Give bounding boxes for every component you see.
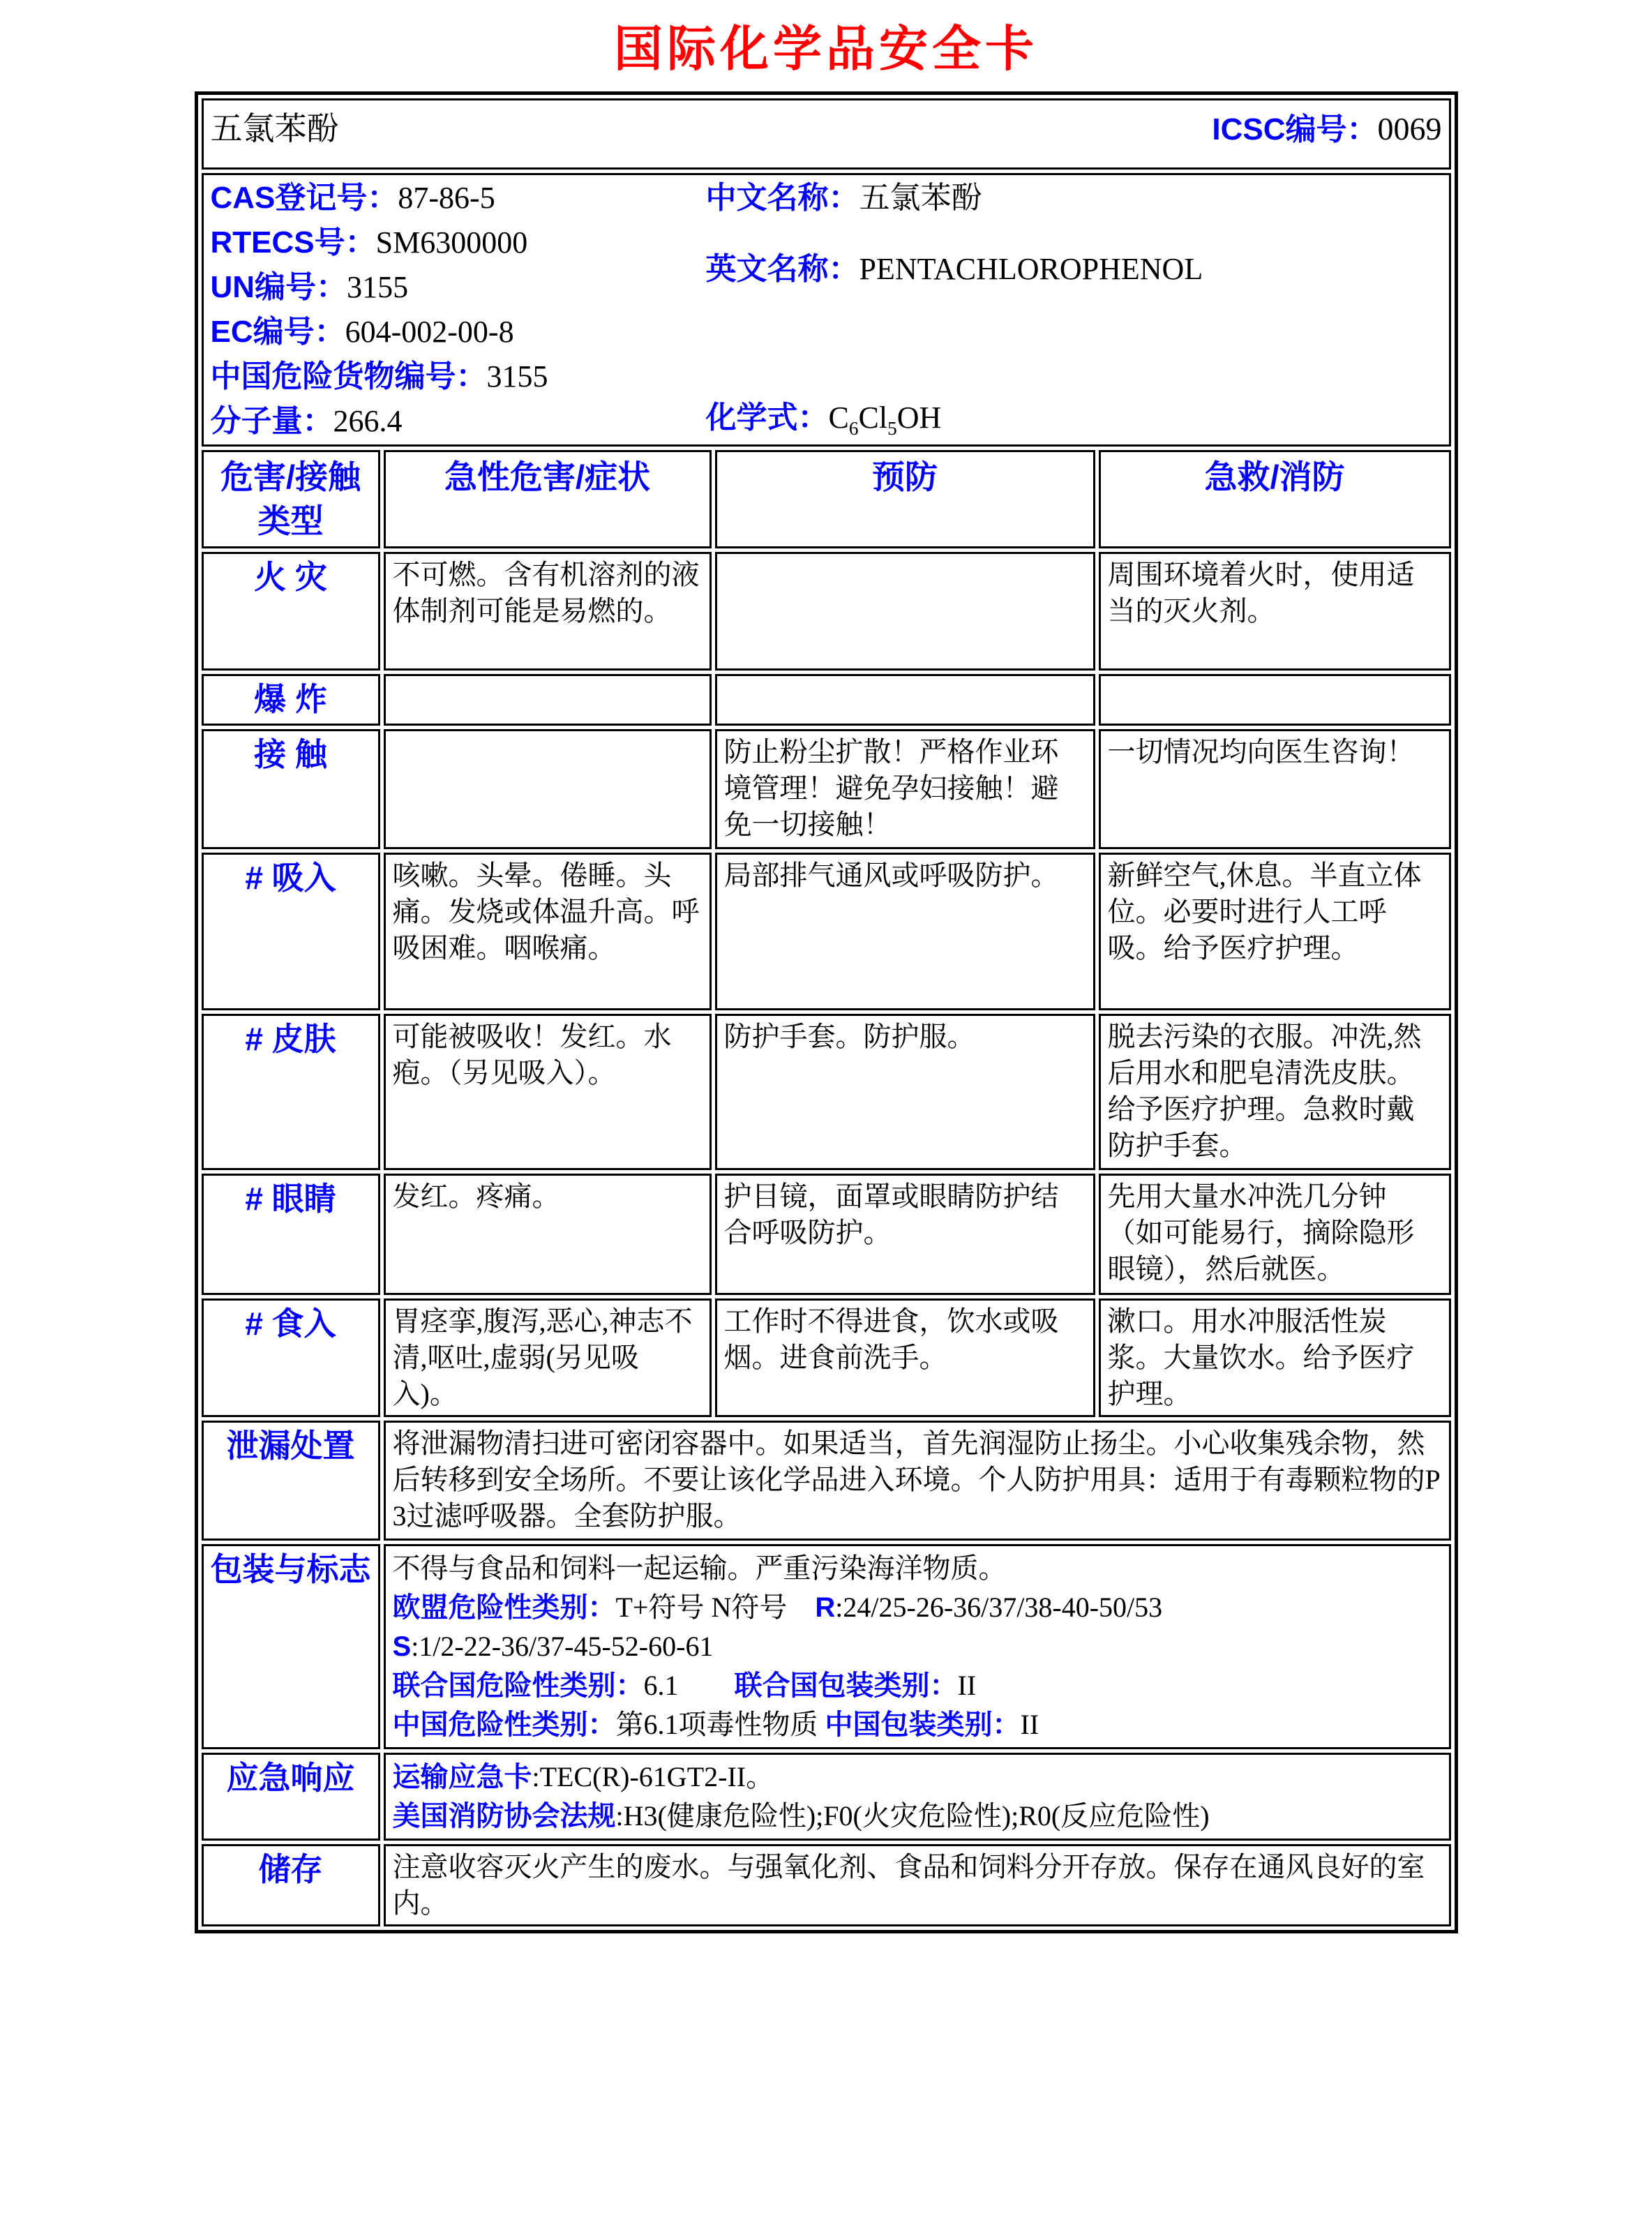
row-explosion (202, 674, 1451, 726)
row-label-packaging-labelling: 包装与标志 (202, 1544, 380, 1749)
header-acute-symptoms: 急性危害/症状 (384, 450, 712, 548)
text-segment: :1/2-22-36/37-45-52-60-61 (411, 1630, 714, 1662)
row-emergency-response (202, 1753, 1451, 1841)
packaging-labelling-cell (384, 1544, 1451, 1749)
text-segment: 欧盟危险性类别： (392, 1592, 616, 1623)
english-name-line: 英文名称：PENTACHLOROPHENOL (705, 252, 1203, 286)
packaging-s-phrases (393, 1627, 1442, 1666)
chemical-formula-line: 化学式：$C_6Cl_5OH$ (705, 400, 942, 440)
skin-symptoms: 可能被吸收！发红。水疱。（另见吸入）。 (384, 1014, 712, 1170)
row-label-ingestion: # 食入 (202, 1298, 380, 1417)
row-label-inhalation: # 吸入 (202, 853, 380, 1010)
row-label-eyes: # 眼睛 (202, 1174, 380, 1295)
text-segment: 中国包装类别： (825, 1709, 1021, 1740)
text-segment: T+符号 N符号 (615, 1591, 816, 1623)
row-eyes (202, 1174, 1451, 1295)
explosion-symptoms (384, 674, 712, 726)
text-segment: 第6.1项毒性物质 (615, 1708, 825, 1740)
spill-disposal-text: 将泄漏物清扫进可密闭容器中。如果适当，首先润湿防止扬尘。小心收集残余物，然后转移到安全场所。不要让该化学品进入环境。个人防护用具：适用于有毒颗粒物的P3过滤呼吸器。全套防护服。 (384, 1421, 1451, 1541)
chemical-formula (828, 400, 942, 440)
ingestion-symptoms: 胃痉挛,腹泻,恶心,神志不清,呕吐,虚弱(另见吸入)。 (384, 1298, 712, 1417)
fire-firstaid: 周围环境着火时，使用适当的灭火剂。 (1099, 552, 1451, 671)
icsc-card-table (195, 91, 1458, 1933)
text-segment: :H3(健康危险性);F0(火灾危险性);R0(反应危险性) (615, 1799, 1210, 1832)
inhalation-symptoms: 咳嗽。头晕。倦睡。头痛。发烧或体温升高。呼吸困难。咽喉痛。 (384, 853, 712, 1010)
exposure-firstaid: 一切情况均向医生咨询！ (1099, 729, 1451, 849)
rtecs-number-line: RTECS号：SM6300000 (210, 225, 528, 260)
exposure-symptoms (384, 729, 712, 849)
text-segment: 联合国危险性类别： (392, 1670, 644, 1701)
chinese-name-line: 中文名称：五氯苯酚 (705, 181, 982, 215)
inhalation-firstaid: 新鲜空气,休息。半直立体位。必要时进行人工呼吸。给予医疗护理。 (1099, 853, 1451, 1010)
icsc-number-value: 0069 (1377, 111, 1442, 147)
text-segment: 联合国包装类别： (734, 1670, 958, 1701)
cas-number-line: CAS登记号：87-86-5 (210, 181, 495, 215)
row-label-skin: # 皮肤 (202, 1014, 380, 1170)
eyes-prevention: 护目镜，面罩或眼睛防护结合呼吸防护。 (715, 1174, 1095, 1295)
eyes-firstaid: 先用大量水冲洗几分钟（如可能易行，摘除隐形眼镜），然后就医。 (1099, 1174, 1451, 1295)
name-row (202, 98, 1451, 170)
row-spill-disposal (202, 1421, 1451, 1541)
row-inhalation (202, 853, 1451, 1010)
registry-right-column (706, 178, 1442, 442)
fire-prevention (715, 552, 1095, 671)
row-label-storage: 储存 (202, 1844, 380, 1926)
text-segment: C (828, 400, 849, 435)
page-title: 国际化学品安全卡 (614, 22, 1038, 76)
row-ingestion (202, 1298, 1451, 1417)
header-firstaid-firefighting: 急救/消防 (1099, 450, 1451, 548)
text-segment: 6 (848, 418, 859, 440)
text-segment: :24/25-26-36/37/38-40-50/53 (835, 1591, 1163, 1623)
fire-symptoms: 不可燃。含有机溶剂的液体制剂可能是易燃的。 (384, 552, 712, 671)
header-hazard-type: 危害/接触类型 (202, 450, 380, 548)
inhalation-prevention: 局部排气通风或呼吸防护。 (715, 853, 1095, 1010)
row-skin (202, 1014, 1451, 1170)
text-segment: 6.1 (643, 1669, 735, 1701)
packaging-transport-note (393, 1549, 1442, 1588)
text-segment: 美国消防协会法规 (392, 1800, 616, 1832)
text-segment: 不得与食品和饲料一起运输。严重污染海洋物质。 (392, 1552, 1007, 1584)
skin-firstaid: 脱去污染的衣服。冲洗,然后用水和肥皂清洗皮肤。给予医疗护理。急救时戴防护手套。 (1099, 1014, 1451, 1170)
row-label-exposure: 接 触 (202, 729, 380, 849)
registry-left-column (211, 178, 706, 442)
storage-text: 注意收容灭火产生的废水。与强氧化剂、食品和饲料分开存放。保存在通风良好的室内。 (384, 1844, 1451, 1926)
emergency-response-cell (384, 1753, 1451, 1841)
text-segment: II (957, 1669, 977, 1701)
text-segment: :TEC(R)-61GT2-II。 (532, 1760, 774, 1792)
exposure-prevention: 防止粉尘扩散！严格作业环境管理！避免孕妇接触！避免一切接触！ (715, 729, 1095, 849)
registry-row (202, 173, 1451, 447)
header-prevention: 预防 (715, 450, 1095, 548)
text-segment: R (815, 1592, 836, 1623)
text-segment: Cl (858, 400, 888, 435)
hazard-header-row (202, 450, 1451, 548)
ingestion-firstaid: 漱口。用水冲服活性炭浆。大量饮水。给予医疗护理。 (1099, 1298, 1451, 1417)
row-packaging-labelling (202, 1544, 1451, 1749)
china-dg-number-line: 中国危险货物编号：3155 (210, 359, 548, 394)
registry-cell (202, 173, 1451, 447)
emergency-transport-card (393, 1758, 1442, 1797)
molecular-weight-line: 分子量：266.4 (210, 404, 403, 438)
text-segment: OH (896, 400, 942, 435)
name-cell (202, 98, 1451, 170)
un-number-line: UN编号：3155 (210, 270, 409, 304)
icsc-document (0, 10, 1652, 1933)
icsc-number (1212, 104, 1441, 149)
row-exposure (202, 729, 1451, 849)
packaging-eu-classification (393, 1588, 1442, 1627)
explosion-prevention (715, 674, 1095, 726)
text-segment: S (392, 1631, 412, 1662)
row-storage (202, 1844, 1451, 1926)
row-label-explosion: 爆 炸 (202, 674, 380, 726)
packaging-un-classification (393, 1666, 1442, 1705)
packaging-china-classification (393, 1705, 1442, 1744)
row-label-spill-disposal: 泄漏处置 (202, 1421, 380, 1541)
icsc-number-label: ICSC编号： (1212, 112, 1378, 147)
ingestion-prevention: 工作时不得进食，饮水或吸烟。进食前洗手。 (715, 1298, 1095, 1417)
ec-number-line: EC编号：604-002-00-8 (210, 315, 514, 349)
skin-prevention: 防护手套。防护服。 (715, 1014, 1095, 1170)
text-segment: 运输应急卡 (392, 1761, 532, 1792)
row-label-fire: 火 灾 (202, 552, 380, 671)
text-segment: II (1020, 1708, 1039, 1740)
text-segment: 中国危险性类别： (392, 1709, 616, 1740)
row-label-emergency-response: 应急响应 (202, 1753, 380, 1841)
text-segment: 5 (887, 418, 897, 440)
row-fire (202, 552, 1451, 671)
emergency-nfpa-code (393, 1797, 1442, 1836)
eyes-symptoms: 发红。疼痛。 (384, 1174, 712, 1295)
chemical-name-cn: 五氯苯酚 (210, 111, 339, 147)
explosion-firstaid (1099, 674, 1451, 726)
